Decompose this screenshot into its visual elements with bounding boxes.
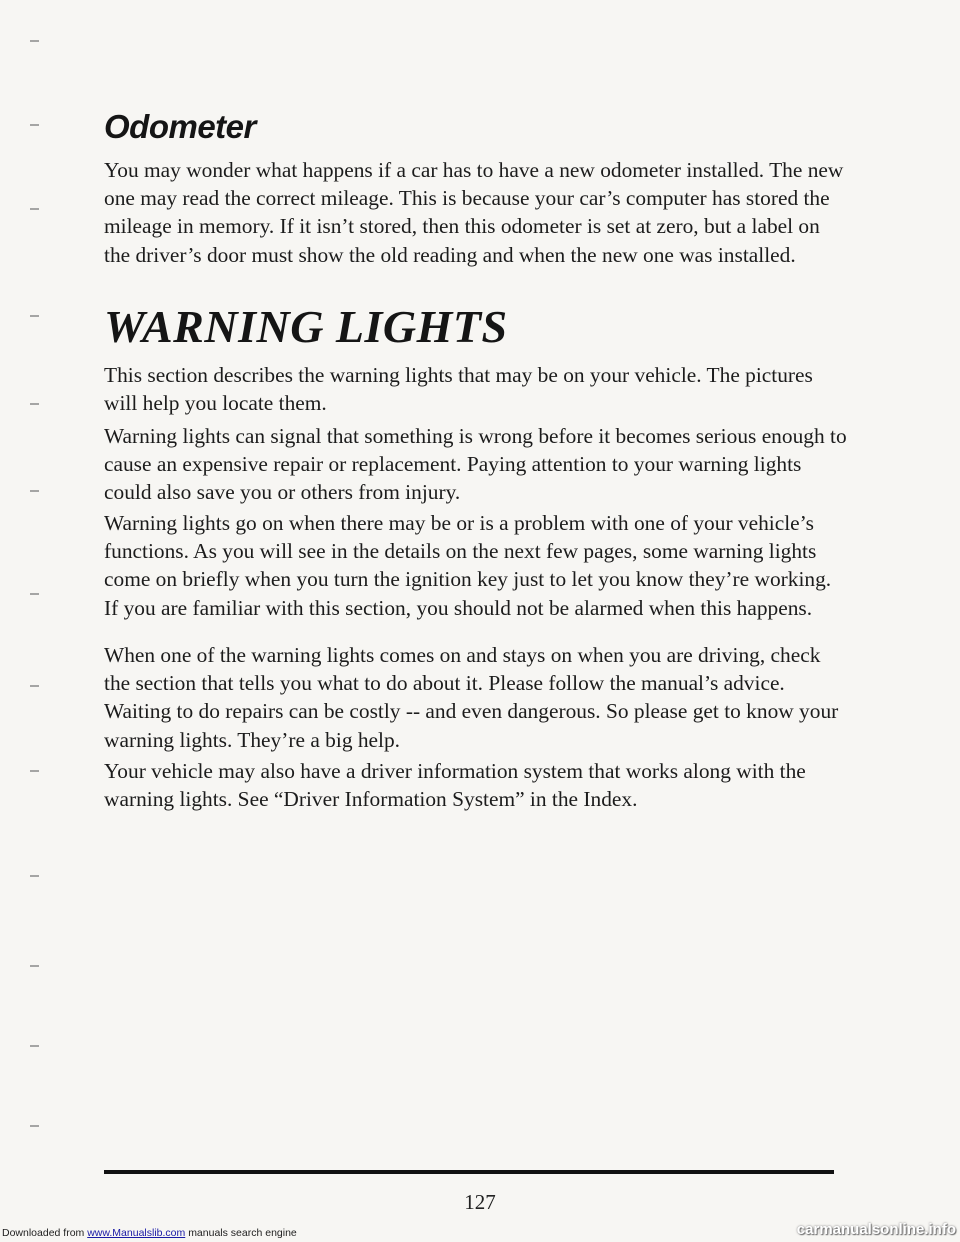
margin-marks [30, 0, 42, 1242]
margin-mark [30, 490, 39, 492]
watermark: carmanualsonline.info [796, 1221, 956, 1238]
margin-mark [30, 770, 39, 772]
margin-mark [30, 1045, 39, 1047]
margin-mark [30, 208, 39, 210]
paragraph-driving: When one of the warning lights comes on and stays on when you are driving, check the section that tells you what to do about it. Please follow the manual’s advice. Waiting to do repairs can be costly -- and even dangerous. So please get to know your warning lights. They’re a big help. [104, 643, 839, 752]
margin-mark [30, 124, 39, 126]
margin-mark [30, 1125, 39, 1127]
margin-mark [30, 315, 39, 317]
footer-rule [104, 1170, 834, 1174]
paragraph-intro: This section describes the warning lights that may be on your vehicle. The pictures will help you locate them. [104, 363, 813, 416]
manualslib-link[interactable]: www.Manualslib.com [87, 1227, 186, 1239]
margin-mark [30, 403, 39, 405]
odometer-paragraph: You may wonder what happens if a car has to have a new odometer installed. The new one may read the correct mileage. This is because your car’s computer has stored the mileage in memory. If it isn’t stored, then this odometer is set at zero, but a label on the driver’s door must show the old reading and when the new one was installed. [104, 158, 844, 267]
paragraph-signal: Warning lights can signal that something is wrong before it becomes serious enough to cause an expensive repair or replacement. Paying attention to your warning lights could also save you or others from injury. [104, 424, 847, 505]
downloaded-from-text: Downloaded from [2, 1227, 85, 1239]
paragraph-functions: Warning lights go on when there may be or is a problem with one of your vehicle’s functions. As you will see in the details on the next few pages, some warning lights come on briefly when you turn the ignition key just to let you know they’re working. If you are familiar with this section, you should not be alarmed when this happens. [104, 511, 832, 620]
page-number: 127 [464, 1190, 496, 1214]
odometer-heading: Odometer [104, 108, 256, 145]
download-line [2, 1227, 297, 1239]
paragraph-driver-info: Your vehicle may also have a driver information system that works along with the warning lights. See “Driver Information System” in the Index. [104, 759, 806, 812]
warning-lights-heading: WARNING LIGHTS [104, 301, 508, 352]
margin-mark [30, 593, 39, 595]
search-engine-text: manuals search engine [188, 1227, 297, 1239]
margin-mark [30, 965, 39, 967]
margin-mark [30, 40, 39, 42]
margin-mark [30, 685, 39, 687]
margin-mark [30, 875, 39, 877]
